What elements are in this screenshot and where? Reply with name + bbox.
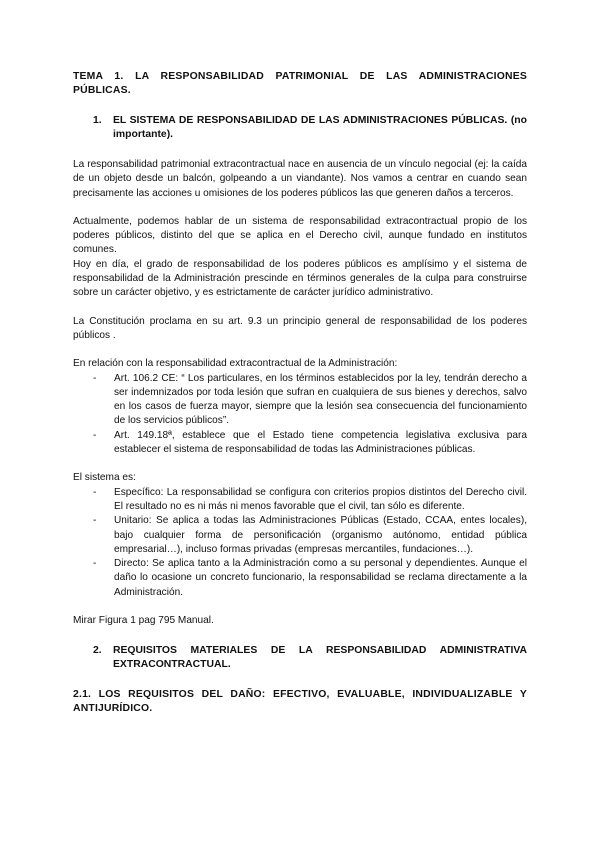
section-2-number: 2. [93,645,102,657]
document-body [73,70,527,716]
list-item: - Art. 149.18ª, establece que el Estado tiene competencia legislativa exclusiva para establecer el sistema de responsabilidad de todas las Administraciones públicas. [93,429,527,458]
list-item: - Directo: Se aplica tanto a la Administración como a su personal y dependientes. Aunque el daño lo ocasione un concreto funcionario, la responsabilidad se reclama directamente a la Administración. [93,557,527,600]
paragraph-figure-reference: Mirar Figura 1 pag 795 Manual. [73,615,214,627]
list-item: - Específico: La responsabilidad se configura con criterios propios distintos del Derecho civil. El resultado no es ni más ni menos favorable que el civil, tan sólo es diferente. [93,486,527,515]
list-item: - Art. 106.2 CE: “ Los particulares, en los términos establecidos por la ley, tendrán derecho a ser indemnizados por toda lesión que sufran en cualquiera de sus bienes y derechos, salvo en los casos de fuerza mayor, siempre que la lesión sea consecuencia del funcionamiento de los servicios públicos”. [93,372,527,429]
paragraph-sistema: El sistema es: [73,472,136,484]
section-1-number: 1. [93,115,102,126]
section-1-title: EL SISTEMA DE RESPONSABILIDAD DE LAS ADMINISTRACIONES PÚBLICAS. (no importante). [113,115,527,140]
list-item: - Unitario: Se aplica a todas las Administraciones Públicas (Estado, CCAA, entes locales), bajo cualquier forma de personificación (organismo autónomo, entidad pública empresarial…), incluso formas privadas (empresas mercantiles, fundaciones…). [93,514,527,557]
paragraph-relacion: En relación con la responsabilidad extracontractual de la Administración: [73,358,398,370]
section-2-title: REQUISITOS MATERIALES DE LA RESPONSABILIDAD ADMINISTRATIVA EXTRACONTRACTUAL. [113,645,527,671]
paragraph-hoy-en-dia: Hoy en día, el grado de responsabilidad de los poderes públicos es amplísimo y el sistema de responsabilidad de la Administración prescinde en términos generales de la culpa para construirse sobre un carácter objetivo, y es estrictamente de carácter jurídico administrativo. [73,258,527,299]
article-list [73,372,527,458]
section-2-heading [73,644,527,672]
system-features-list [73,486,527,600]
paragraph-actualmente: Actualmente, podemos hablar de un sistema de responsabilidad extracontractual propio de los poderes públicos, distinto del que se aplica en el Derecho civil, aunque fundado en institutos comunes. [73,215,527,256]
page-title: TEMA 1. LA RESPONSABILIDAD PATRIMONIAL DE LAS ADMINISTRACIONES PÚBLICAS. [73,71,527,96]
section-2-1-heading: 2.1. LOS REQUISITOS DEL DAÑO: EFECTIVO, EVALUABLE, INDIVIDUALIZABLE Y ANTIJURÍDICO. [73,689,527,715]
section-1-heading [73,114,527,142]
paragraph-intro: La responsabilidad patrimonial extracontractual nace en ausencia de un vínculo negocial (ej: la caída de un objeto desde un balcón, golpeando a un viandante). Nos vamos a centrar en cuando sean precisamente las acciones u omisiones de los poderes públicos las que generen daños a terceros. [73,159,527,199]
paragraph-constitucion: La Constitución proclama en su art. 9.3 un principio general de responsabilidad de los poderes públicos . [73,315,527,341]
